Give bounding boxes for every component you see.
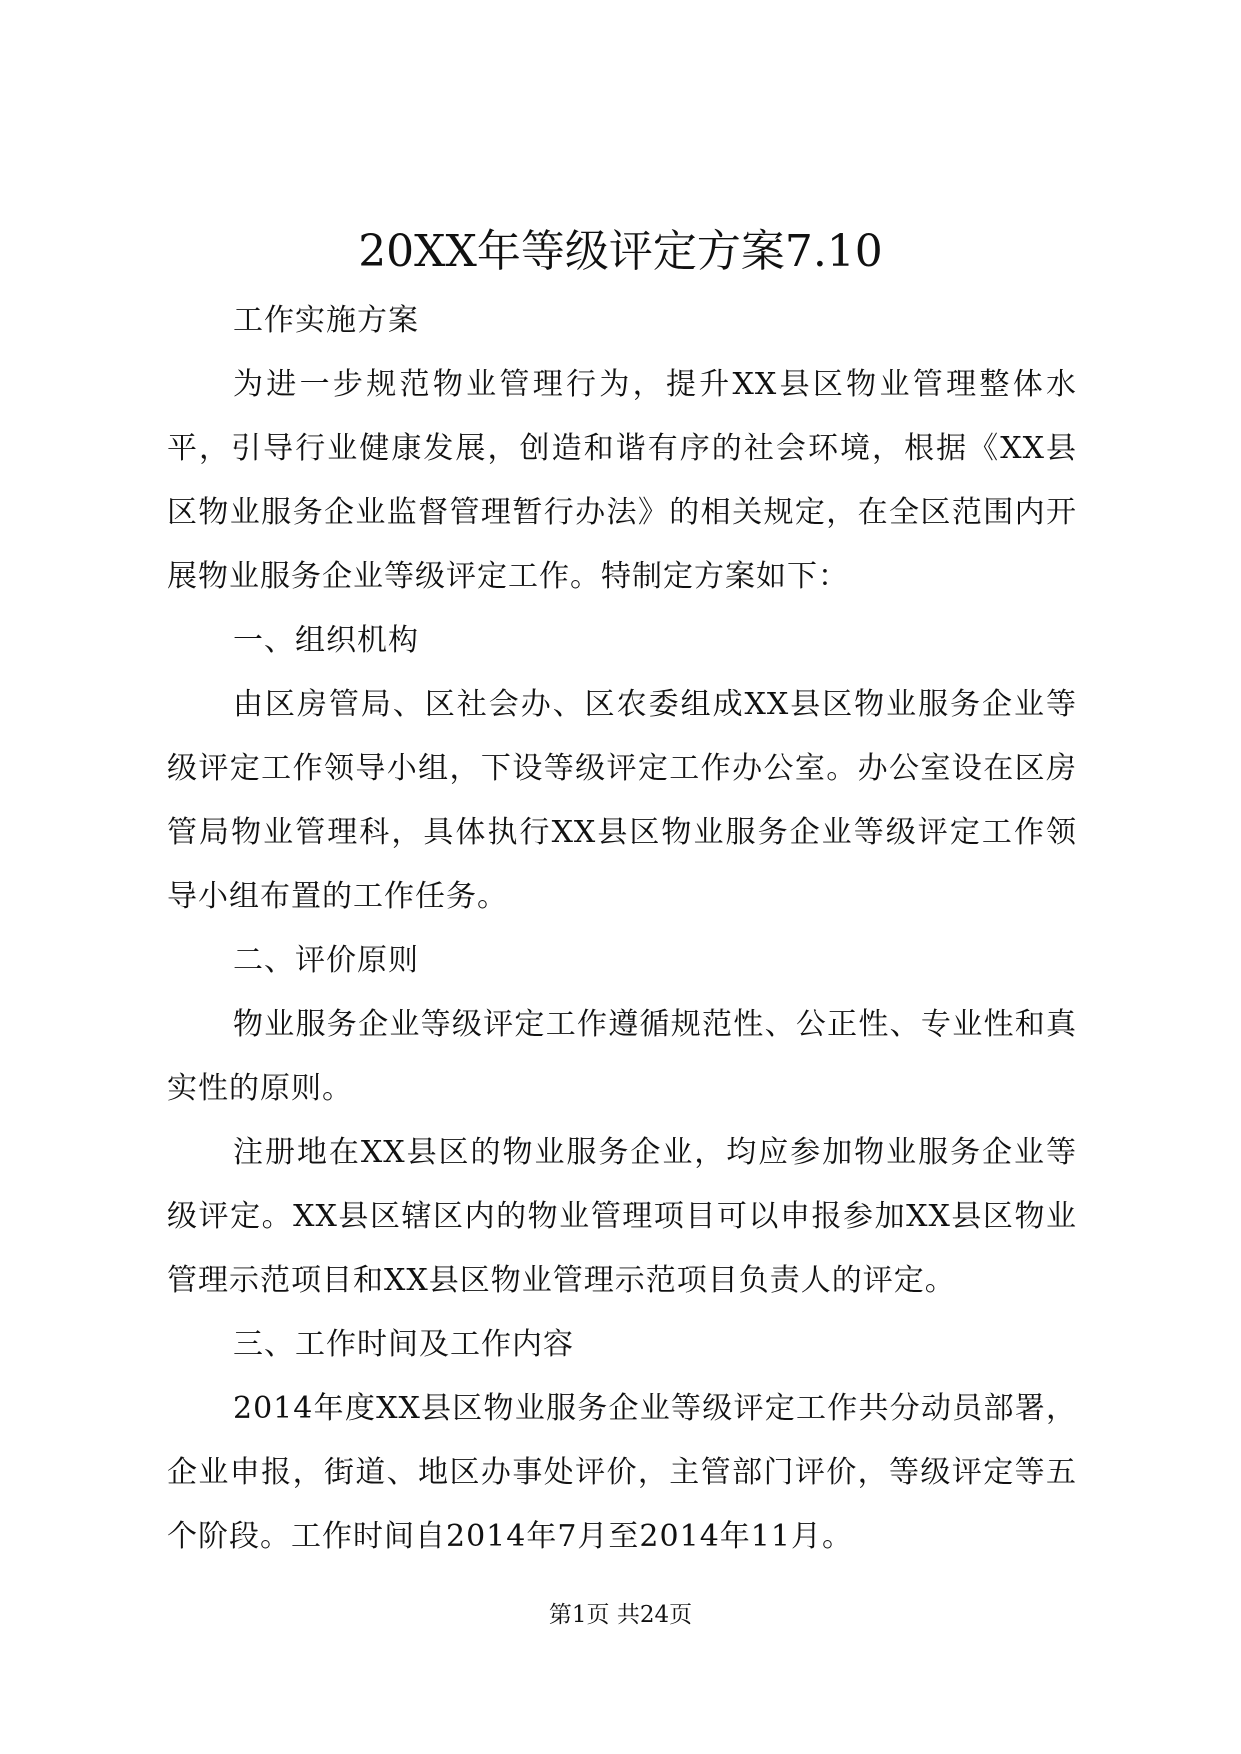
document-body (167, 289, 1077, 1569)
intro-paragraph: 为进一步规范物业管理行为，提升XX县区物业管理整体水平，引导行业健康发展，创造和谐有序的社会环境，根据《XX县区物业服务企业监督管理暂行办法》的相关规定，在全区范围内开展物业服务企业等级评定工作。特制定方案如下： (167, 367, 1077, 594)
section-heading-organization: 一、组织机构 (233, 623, 419, 658)
section-heading-principles: 二、评价原则 (233, 943, 419, 978)
section-heading-plan: 工作实施方案 (233, 303, 419, 338)
principles-paragraph: 物业服务企业等级评定工作遵循规范性、公正性、专业性和真实性的原则。 (167, 1007, 1077, 1106)
organization-paragraph: 由区房管局、区社会办、区农委组成XX县区物业服务企业等级评定工作领导小组，下设等级评定工作办公室。办公室设在区房管局物业管理科，具体执行XX县区物业服务企业等级评定工作领导小组布置的工作任务。 (167, 687, 1077, 914)
section-heading-schedule: 三、工作时间及工作内容 (233, 1327, 574, 1362)
document-title: 20XX年等级评定方案7.10 (358, 226, 883, 277)
registration-paragraph: 注册地在XX县区的物业服务企业，均应参加物业服务企业等级评定。XX县区辖区内的物业管理项目可以申报参加XX县区物业管理示范项目和XX县区物业管理示范项目负责人的评定。 (167, 1135, 1077, 1298)
page-number-footer: 第1页 共24页 (548, 1602, 693, 1628)
schedule-paragraph: 2014年度XX县区物业服务企业等级评定工作共分动员部署，企业申报，街道、地区办事处评价，主管部门评价，等级评定等五个阶段。工作时间自2014年7月至2014年11月。 (167, 1391, 1077, 1554)
